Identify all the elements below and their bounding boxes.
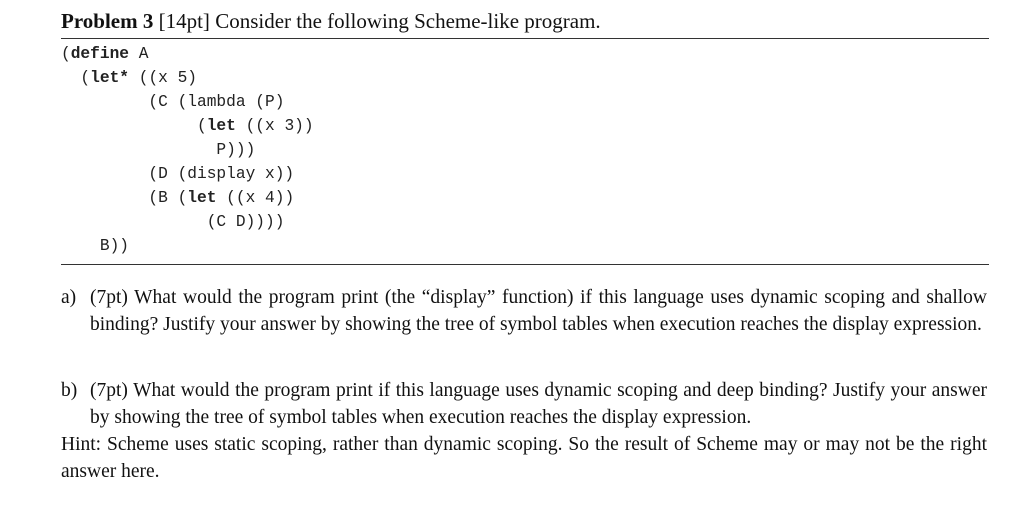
- part-b-text: (7pt) What would the program print if this language uses dynamic scoping and deep binding? Justify your answer by showing the tree of symbol tables when execution reaches the display expression.: [90, 380, 987, 428]
- problem-intro: Consider the following Scheme-like program.: [215, 9, 601, 33]
- code-line-5: P))): [61, 141, 256, 159]
- code-line-2: (let* ((x 5): [61, 69, 198, 87]
- code-block: [61, 42, 314, 258]
- keyword-let: let: [206, 117, 236, 135]
- code-line-6: (D (display x)): [61, 165, 295, 183]
- hint-text: Hint: Scheme uses static scoping, rather than dynamic scoping. So the result of Scheme may or may not be the right answer here.: [61, 434, 987, 482]
- code-line-7: (B (let ((x 4)): [61, 189, 295, 207]
- part-b-label: b): [61, 380, 78, 401]
- problem-heading: Problem 3: [61, 9, 154, 33]
- top-rule: [61, 38, 989, 39]
- part-a-text: (7pt) What would the program print (the “display” function) if this language uses dynamic scoping and shallow binding? Justify your answer by showing the tree of symbol tables when execution reaches the display expression.: [90, 287, 987, 335]
- keyword-define: define: [70, 45, 130, 63]
- problem-points: [14pt]: [158, 9, 210, 33]
- keyword-let: let: [187, 189, 217, 207]
- keyword-let-star: let*: [90, 69, 130, 87]
- question-part-a: [61, 284, 987, 338]
- code-line-4: (let ((x 3)): [61, 117, 314, 135]
- code-line-3: (C (lambda (P): [61, 93, 285, 111]
- part-a-label: a): [61, 287, 77, 308]
- code-line-8: (C D)))): [61, 213, 285, 231]
- problem-title: [61, 9, 601, 34]
- code-line-9: B)): [61, 237, 129, 255]
- question-part-b: [61, 377, 987, 431]
- bottom-rule: [61, 264, 989, 265]
- code-line-1: (define A: [61, 45, 149, 63]
